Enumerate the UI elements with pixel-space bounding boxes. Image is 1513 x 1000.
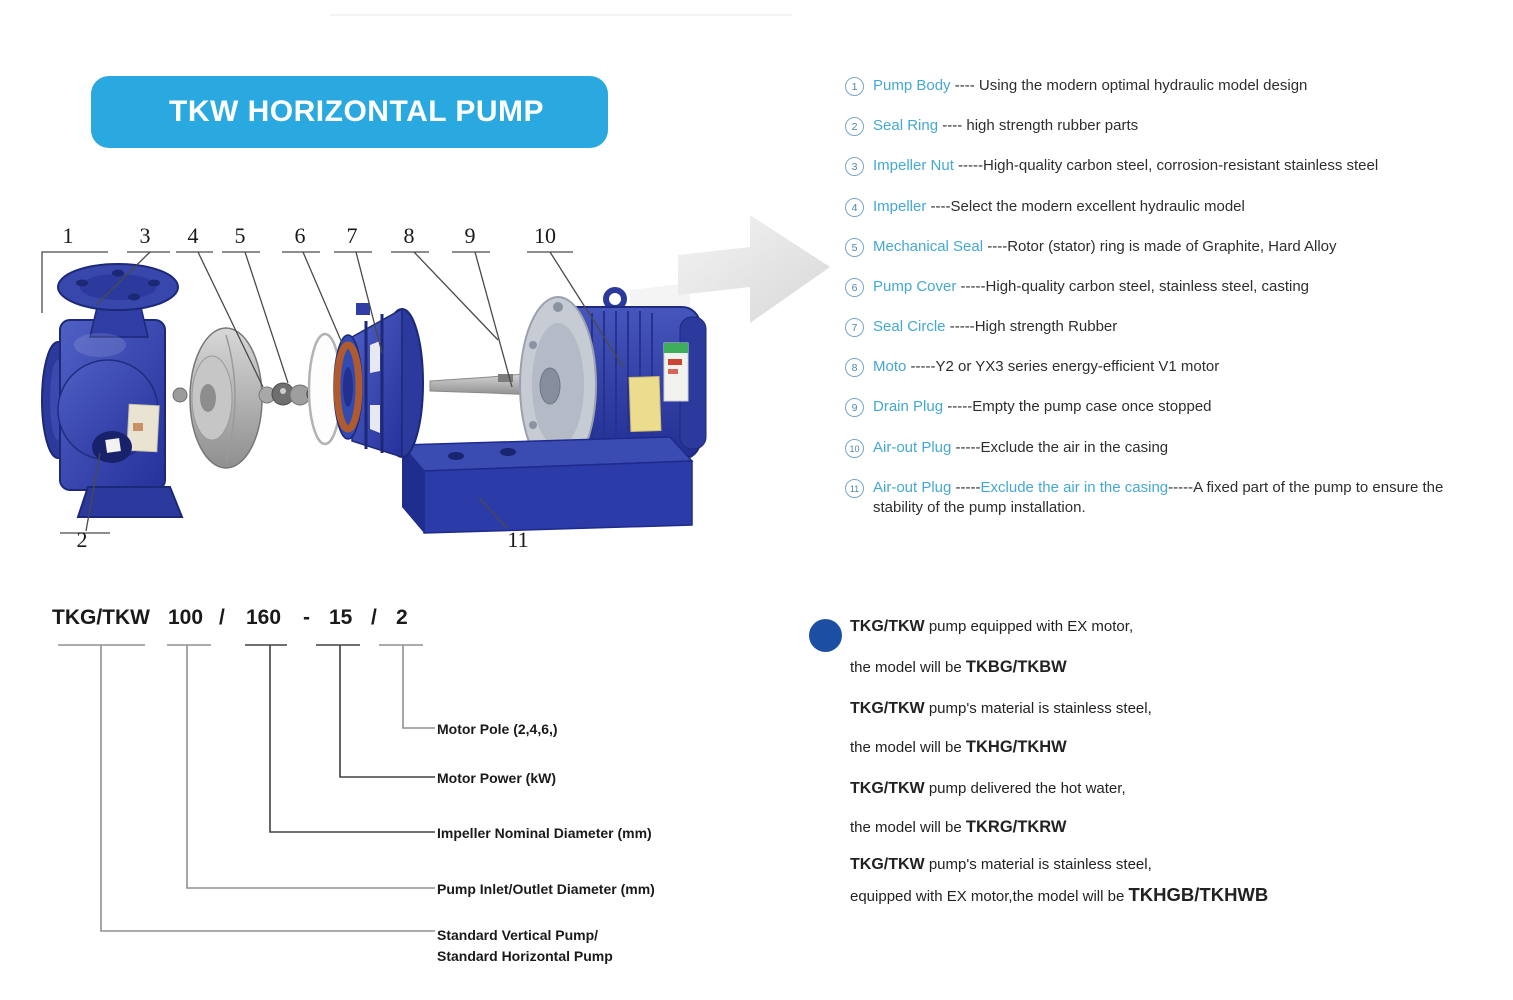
note-line: TKG/TKW pump equipped with EX motor, [850,618,1134,635]
legend-number-badge: 10 [845,439,864,458]
parts-list-item: 3 Impeller Nut -----High-quality carbon steel, corrosion-resistant stainless steel [845,156,1475,176]
legend-number-badge: 3 [845,157,864,176]
title-banner [91,76,608,148]
note-line: the model will be TKRG/TKRW [850,818,1067,836]
callout-2: 2 [76,527,88,552]
parts-list-item: 9 Drain Plug -----Empty the pump case once stopped [845,397,1475,417]
legend-number-badge: 8 [845,358,864,377]
model-pole-token: 2 [396,606,408,629]
model-separator: / [371,606,377,629]
note-line: TKG/TKW pump's material is stainless steel, [850,700,1152,717]
legend-number-badge: 11 [845,479,864,498]
callout-6: 6 [294,223,306,248]
callout-7: 7 [346,223,358,248]
callout-line-9 [452,252,512,387]
parts-list-item: 7 Seal Circle -----High strength Rubber [845,317,1475,337]
model-separator: - [303,606,310,629]
parts-list-item: 10 Air-out Plug -----Exclude the air in the casing [845,438,1475,458]
callout-5: 5 [234,223,246,248]
legend-number-badge: 4 [845,198,864,217]
legend-number-badge: 6 [845,278,864,297]
parts-list-item: 8 Moto -----Y2 or YX3 series energy-efficient V1 motor [845,357,1475,377]
label-motor-power: Motor Power (kW) [437,770,556,786]
pump-cover-illustration [334,303,423,457]
note-line: equipped with EX motor,the model will be TKHGB/TKHWB [850,884,1269,905]
connector-power [316,645,435,777]
callout-8: 8 [403,223,415,248]
callout-line-6 [282,252,342,343]
top-divider [330,14,792,16]
pump-base-illustration [402,437,692,533]
note-line: the model will be TKHG/TKHW [850,738,1067,756]
connector-pole [379,645,435,728]
parts-list-item: 11 Air-out Plug -----Exclude the air in the casing-----A fixed part of the pump to ensure the stability of the pump installation. [845,478,1475,518]
model-series-token: TKG/TKW [52,606,150,629]
parts-list-item: 4 Impeller ----Select the modern excellent hydraulic model [845,197,1475,217]
label-motor-pole: Motor Pole (2,4,6,) [437,721,558,737]
callout-3: 3 [139,223,151,248]
callout-4: 4 [187,223,199,248]
label-impeller-diam: Impeller Nominal Diameter (mm) [437,825,652,841]
pump-body-illustration [42,264,182,517]
callout-10: 10 [534,223,556,248]
bullet-dot [809,619,842,652]
impeller-illustration [173,328,262,468]
legend-number-badge: 2 [845,117,864,136]
exploded-pump-diagram [30,195,840,590]
parts-list-item: 2 Seal Ring ---- high strength rubber parts [845,116,1475,136]
label-inlet-diam: Pump Inlet/Outlet Diameter (mm) [437,881,655,897]
callout-1: 1 [62,223,74,248]
note-line: TKG/TKW pump's material is stainless steel, [850,856,1152,873]
legend-number-badge: 1 [845,77,864,96]
parts-list-item: 6 Pump Cover -----High-quality carbon steel, stainless steel, casting [845,277,1475,297]
legend-number-badge: 7 [845,318,864,337]
model-impeller-token: 160 [246,606,282,629]
legend-number-badge: 5 [845,238,864,257]
model-inlet-token: 100 [168,606,204,629]
callout-9: 9 [464,223,476,248]
parts-list-item: 1 Pump Body ---- Using the modern optimal hydraulic model design [845,76,1475,96]
parts-list-item: 5 Mechanical Seal ----Rotor (stator) ring is made of Graphite, Hard Alloy [845,237,1475,257]
page-title: TKW HORIZONTAL PUMP [169,95,545,128]
legend-number-badge: 9 [845,398,864,417]
note-line: TKG/TKW pump delivered the hot water, [850,780,1126,797]
label-pump-type: Standard Vertical Pump/ Standard Horizontal Pump [437,927,613,964]
model-separator: / [219,606,225,629]
model-code-connector-lines [40,600,700,980]
connector-inlet [167,645,435,888]
note-line: the model will be TKBG/TKBW [850,658,1067,676]
model-power-token: 15 [329,606,353,629]
callout-11: 11 [507,527,529,552]
